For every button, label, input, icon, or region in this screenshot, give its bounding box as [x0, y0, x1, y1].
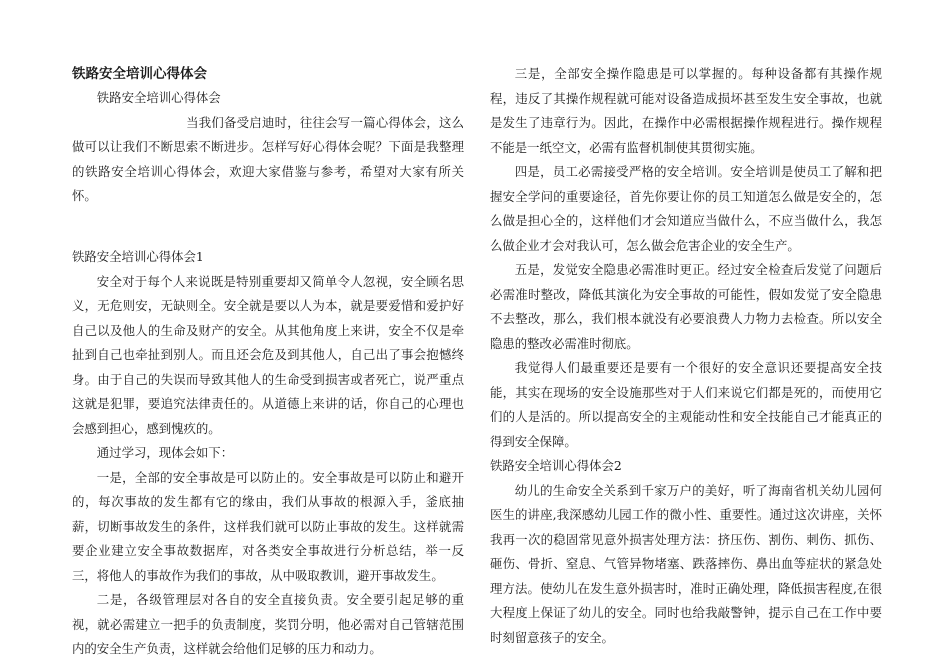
body-paragraph: 三是，全部安全操作隐患是可以掌握的。每种设备都有其操作规程，违反了其操作规程就可能对设备造成损坏甚至发生安全事故，也就是发生了违章行为。因此，在操作中必需根据操作规程进行。操作规程不能是一纸空文，必需有监督机制使其贯彻实施。 — [490, 66, 882, 155]
section-heading-1: 铁路安全培训心得体会1 — [72, 249, 204, 264]
body-paragraph: 五是，发觉安全隐患必需准时更正。经过安全检查后发觉了问题后必需准时整改，降低其演化为安全事故的可能性，假如发觉了安全隐患不去整改，那么，我们根本就没有必要浪费人力物力去检查。所以安全隐患的整改必需准时彻底。 — [490, 262, 882, 351]
body-paragraph: 一是，全部的安全事故是可以防止的。安全事故是可以防止和避开的，每次事故的发生都有它的缘由，我们从事故的根源入手，釜底抽薪，切断事故发生的条件，这样我们就可以防止事故的发生。这样就需要企业建立安全事故数据库，对各类安全事故进行分析总结，举一反三，将他人的事故作为我们的事故，从中吸取教训，避开事故发生。 — [72, 469, 464, 583]
body-paragraph: 二是，各级管理层对各自的安全直接负责。安全要引起足够的重视，就必需建立一把手的负责制度，奖罚分明，他必需对自己管辖范围内的安全生产负责，这样就会给他们足够的压力和动力。 — [72, 592, 464, 656]
right-column — [490, 62, 882, 650]
body-paragraph: 安全对于每个人来说既是特别重要却又简单令人忽视，安全顾名思义，无危则安，无缺则全。安全就是要以人为本，就是要爱惜和爱护好自己以及他人的生命及财产的安全。从其他角度上来讲，安全不仅是牵扯到自己也牵扯到别人。而且还会危及到其他人，自己出了事会抱憾终身。由于自己的失误而导致其他人的生命受到损害或者死亡，说严重点这就是犯罪，要追究法律责任的。从道德上来讲的话，你自己的心理也会感到担心，感到愧疚的。 — [72, 273, 464, 436]
body-paragraph: 我觉得人们最重要还是要有一个很好的安全意识还要提高安全技能，其实在现场的安全设施那些对于人们来说它们都是死的，而使用它们的人是活的。所以提高安全的主观能动性和安全技能自己才能真正的得到安全保障。 — [490, 360, 882, 449]
body-paragraph: 通过学习，现体会如下： — [96, 445, 234, 460]
intro-paragraph: 当我们备受启迪时，往往会写一篇心得体会，这么做可以让我们不断思索不断进步。怎样写好心得体会呢？下面是我整理的铁路安全培训心得体会，欢迎大家借鉴与参考，希望对大家有所关怀。 — [72, 114, 464, 203]
document-subtitle: 铁路安全培训心得体会 — [96, 90, 221, 105]
section-heading-2: 铁路安全培训心得体会2 — [490, 458, 622, 473]
spacer — [72, 209, 464, 234]
spacer — [72, 233, 464, 245]
left-column — [72, 62, 464, 662]
body-paragraph: 四是，员工必需接受严格的安全培训。安全培训是使员工了解和把握安全学问的重要途径，首先你要让你的员工知道怎么做是安全的，怎么做是担心全的，这样他们才会知道应当做什么，不应当做什么，我怎么做企业才会对我认可，怎么做会危害企业的安全生产。 — [490, 164, 882, 253]
document-title: 铁路安全培训心得体会 — [72, 66, 207, 82]
body-paragraph: 幼儿的生命安全关系到千家万户的美好，听了海南省机关幼儿园何医生的讲座,我深感幼儿园工作的微小性、重要性。通过这次讲座，关怀我再一次的稳固常见意外损害处理方法：挤压伤、割伤、刺伤、抓伤、砸伤、骨折、窒息、气管异物堵塞、跌落摔伤、鼻出血等症状的紧急处理方法。使幼儿在发生意外损害时，准时正确处理，降低损害程度,在很大程度上保证了幼儿的安全。同时也给我敲警钟，提示自己在工作中要时刻留意孩子的安全。 — [490, 482, 882, 645]
